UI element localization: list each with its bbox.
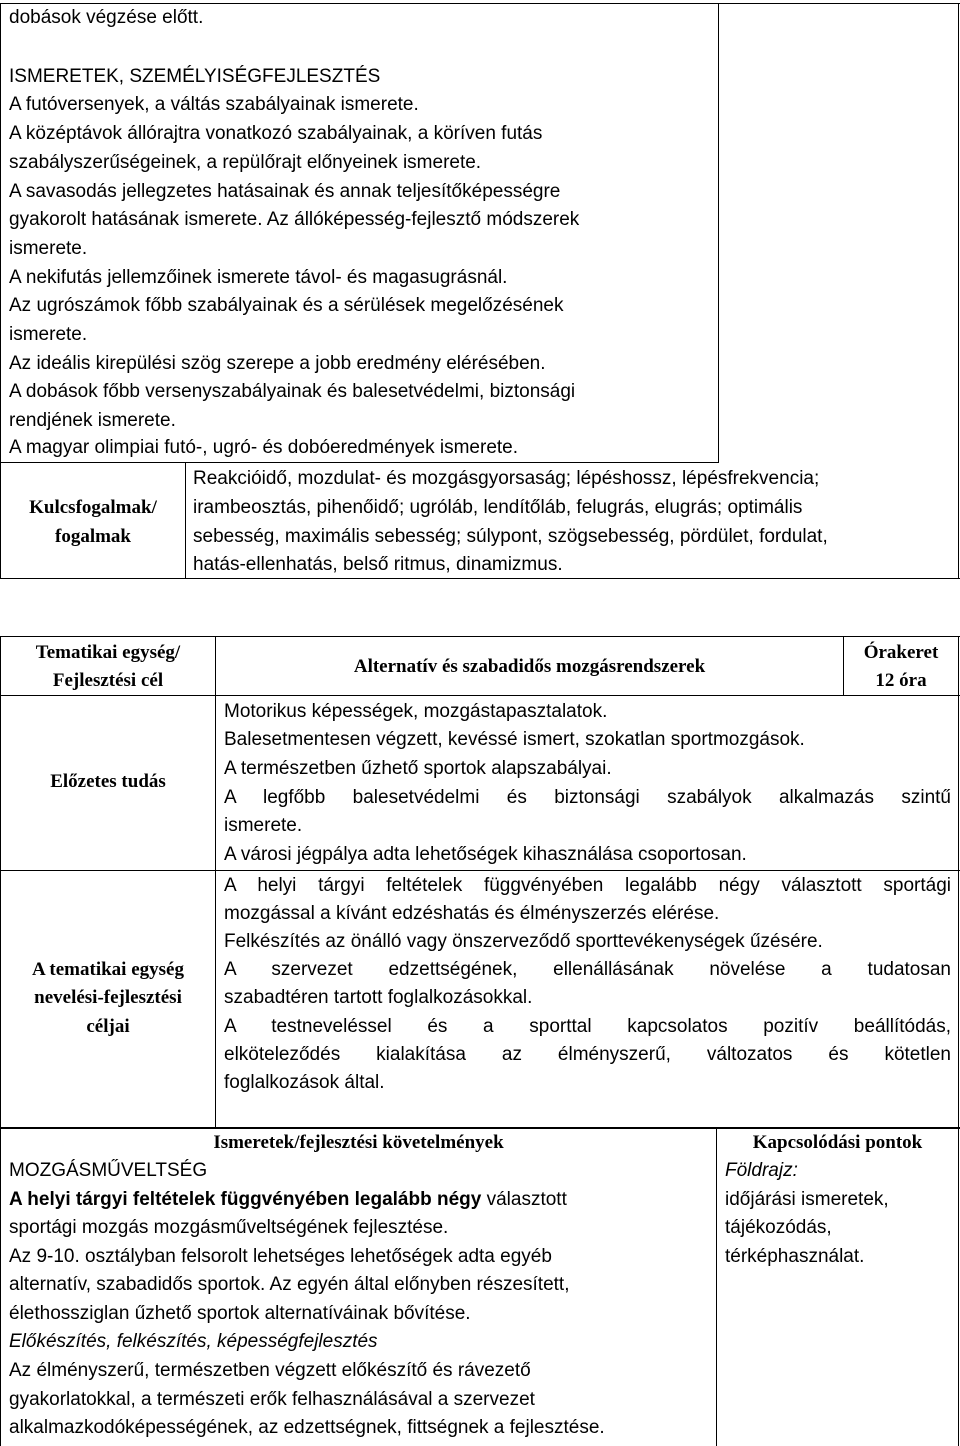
text-line: A savasodás jellegzetes hatásainak és annak teljesítőképességre (9, 181, 561, 202)
text-line: A futóversenyek, a váltás szabályainak ismerete. (9, 94, 419, 115)
prior-knowledge-label: Előzetes tudás (50, 771, 166, 792)
keyword-line: hatás-ellenhatás, belső ritmus, dinamizmus. (193, 554, 563, 575)
text-line: sportági mozgás mozgásműveltségének fejlesztése. (9, 1217, 449, 1238)
border (718, 3, 719, 463)
text-line: alkalmazkodóképességének, az edzettségnek, fittségnek a fejlesztése. (9, 1417, 605, 1438)
text-line: szabályszerűségeinek, a repülőrajt előnyeinek ismerete. (9, 152, 482, 173)
text-line (9, 1188, 567, 1212)
section-heading: MOZGÁSMŰVELTSÉG (9, 1160, 208, 1181)
border (0, 870, 960, 871)
text-line: Balesetmentesen végzett, kevéssé ismert, szokatlan sportmozgások. (224, 729, 805, 750)
keyword-line: Reakcióidő, mozdulat- és mozgásgyorsaság; lépéshossz, lépésfrekvencia; (193, 468, 820, 489)
text-line: rendjének ismerete. (9, 410, 176, 431)
text-line: foglalkozások által. (224, 1072, 385, 1093)
border (0, 1128, 960, 1129)
text-line: élethossziglan űzhető sportok alternatíváinak bővítése. (9, 1303, 471, 1324)
text-line: Az élményszerű, természetben végzett előkészítő és rávezető (9, 1360, 531, 1381)
text-line: Motorikus képességek, mozgástapasztalatok. (224, 701, 608, 722)
text-line: Az 9-10. osztályban felsorolt lehetséges lehetőségek adta egyéb (9, 1246, 552, 1267)
section-heading: ISMERETEK, SZEMÉLYISÉGFEJLESZTÉS (9, 66, 381, 87)
border (185, 462, 186, 579)
text-line: mozgással a kívánt edzéshatás és élményszerzés elérése. (224, 903, 720, 924)
border (0, 462, 718, 463)
text-line: Az ideális kirepülési szög szerepe a jobb eredmény elérésében. (9, 353, 546, 374)
text-line: elköteleződés kialakítása az élményszerű, változatos és kötetlen (224, 1044, 951, 1065)
text-line: Az ugrószámok főbb szabályainak és a sérülések megelőzésének (9, 295, 564, 316)
border (0, 695, 960, 696)
text-line: A nekifutás jellemzőinek ismerete távol- és magasugrásnál. (9, 267, 508, 288)
kulcsfogalmak-label: Kulcsfogalmak/ (29, 497, 157, 518)
border (0, 3, 1, 579)
border (958, 636, 959, 1128)
border (958, 1128, 959, 1446)
text: választott (481, 1189, 567, 1210)
text-line: A magyar olimpiai futó-, ugró- és dobóeredmények ismerete. (9, 437, 519, 458)
hours-label: Órakeret (863, 642, 939, 663)
links-line: térképhasználat. (725, 1246, 865, 1267)
text-line: Felkészítés az önálló vagy önszerveződő sporttevékenységek űzésére. (224, 931, 823, 952)
border (0, 1128, 1, 1446)
text-line: szabadtéren tartott foglalkozásokkal. (224, 987, 533, 1008)
text-line: A városi jégpálya adta lehetőségek kihasználása csoportosan. (224, 844, 747, 865)
border (0, 578, 960, 579)
goals-label: A tematikai egység (32, 959, 184, 980)
border (215, 636, 216, 1128)
text-line: A dobások főbb versenyszabályainak és balesetvédelmi, biztonsági (9, 381, 576, 402)
text-line: gyakorlatokkal, a természeti erők felhasználásával a szervezet (9, 1389, 535, 1410)
goals-label: céljai (86, 1016, 130, 1037)
border (0, 636, 1, 1128)
text-line: A legfőbb balesetvédelmi és biztonsági szabályok alkalmazás szintű (224, 787, 951, 808)
text-line: A szervezet edzettségének, ellenállásának növelése a tudatosan (224, 959, 951, 980)
text-line: gyakorolt hatásának ismerete. Az állóképesség-fejlesztő módszerek (9, 209, 580, 230)
subheading: Előkészítés, felkészítés, képességfejlesztés (9, 1331, 378, 1352)
text-line: alternatív, szabadidős sportok. Az egyén által előnyben részesített, (9, 1274, 570, 1295)
hours-value: 12 óra (875, 670, 927, 691)
text-line: A középtávok állórajtra vonatkozó szabályainak, a köríven futás (9, 123, 543, 144)
unit-label: Tematikai egység/ (35, 642, 181, 663)
bold-text: A helyi tárgyi feltételek függvényében legalább négy (9, 1189, 482, 1210)
border (0, 3, 960, 4)
text-line: ismerete. (9, 324, 88, 345)
text-line: A helyi tárgyi feltételek függvényében legalább négy választott sportági (224, 875, 951, 896)
requirements-header: Ismeretek/fejlesztési követelmények (213, 1132, 504, 1153)
unit-title: Alternatív és szabadidős mozgásrendszerek (353, 656, 706, 677)
links-subject: Földrajz: (725, 1160, 798, 1181)
links-header: Kapcsolódási pontok (752, 1132, 923, 1153)
keyword-line: sebesség, maximális sebesség; súlypont, szögsebesség, pördület, fordulat, (193, 526, 828, 547)
keyword-line: irambeosztás, pihenőidő; ugróláb, lendítőláb, felugrás, elugrás; optimális (193, 497, 803, 518)
border (958, 3, 959, 579)
text-line: ismerete. (224, 815, 303, 836)
unit-label: Fejlesztési cél (52, 670, 164, 691)
border (716, 1128, 717, 1446)
text-line: A természetben űzhető sportok alapszabályai. (224, 758, 612, 779)
links-line: időjárási ismeretek, (725, 1189, 889, 1210)
goals-label: nevelési-fejlesztési (34, 987, 182, 1008)
text-line: A testneveléssel és a sporttal kapcsolatos pozitív beállítódás, (224, 1016, 951, 1037)
text-line: dobások végzése előtt. (9, 7, 204, 28)
border (0, 636, 960, 637)
links-line: tájékozódás, (725, 1217, 832, 1238)
kulcsfogalmak-label: fogalmak (55, 526, 131, 547)
text-line: ismerete. (9, 238, 88, 259)
